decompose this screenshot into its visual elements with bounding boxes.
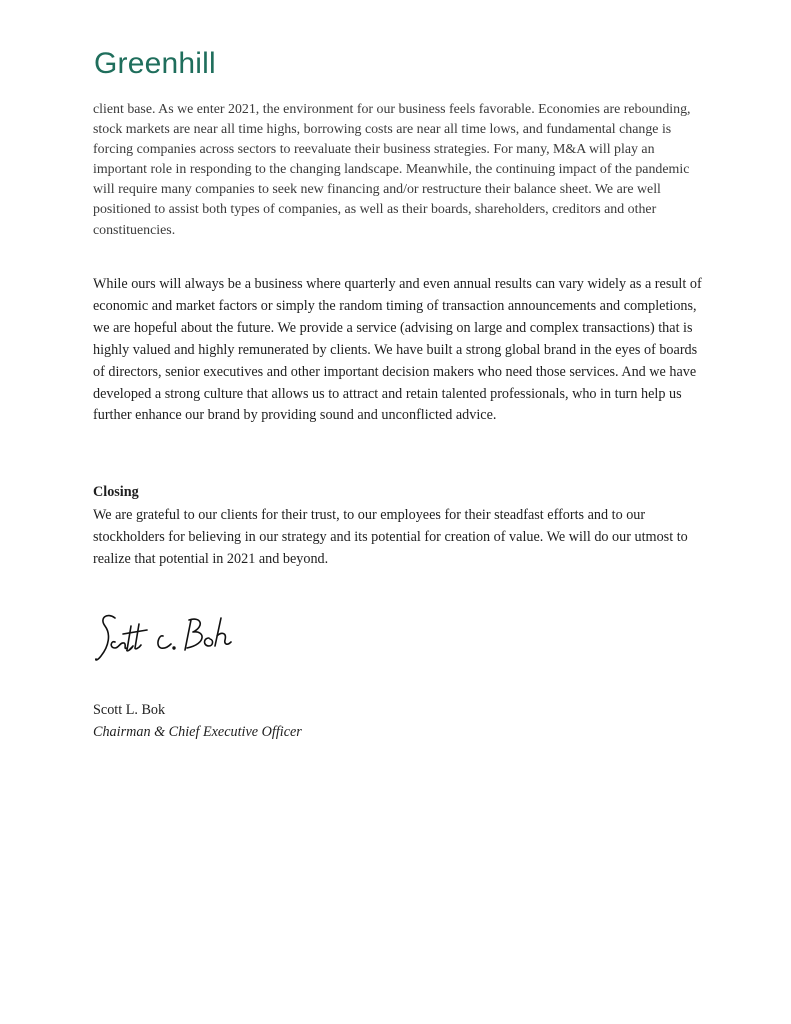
signer-name: Scott L. Bok xyxy=(93,702,166,718)
closing-paragraph: We are grateful to our clients for their trust, to our employees for their steadfast efforts and to our stockholders for believing in our strategy and its potential for creation of value. We will do our utmost to realize that potential in 2021 and beyond. xyxy=(93,507,688,567)
handwritten-signature xyxy=(93,606,243,668)
closing-heading: Closing xyxy=(93,484,139,500)
paragraph-economic-outlook: client base. As we enter 2021, the environment for our business feels favorable. Economies are rebounding, stock markets are near all time highs, borrowing costs are near all time lows, and fundamental change is forcing companies across sectors to reevaluate their business strategies. For many, M&A will play an important role in responding to the changing landscape. Meanwhile, the continuing impact of the pandemic will require many companies to seek new financing and/or restructure their balance sheet. We are well positioned to assist both types of companies, as well as their boards, shareholders, creditors and other constituencies. xyxy=(93,102,691,238)
paragraph-business-future: While ours will always be a business where quarterly and even annual results can vary widely as a result of economic and market factors or simply the random timing of transaction announcements and completions, we are hopeful about the future. We provide a service (advising on large and complex transactions) that is highly valued and highly remunerated by clients. We have built a strong global brand in the eyes of boards of directors, senior executives and other important decision makers who need those services. And we have developed a strong culture that allows us to attract and retain talented professionals, who in turn help us further enhance our brand by providing sound and unconflicted advice. xyxy=(93,276,702,424)
signer-title: Chairman & Chief Executive Officer xyxy=(93,724,302,740)
greenhill-logo: Greenhill xyxy=(94,47,216,80)
